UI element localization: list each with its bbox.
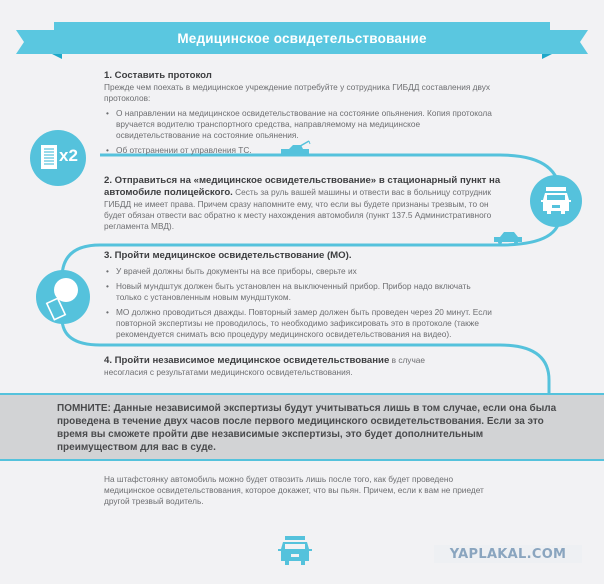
police-car-icon [276, 536, 314, 566]
list-item: • Новый мундштук должен быть установлен на выключенный прибор. Прибор надо включать только с установленным новым мундштуком. [116, 281, 496, 303]
step-4-title: 4. Пройти независимое медицинское освидетельствование [104, 355, 390, 366]
list-item: • О направлении на медицинское освидетельствование на состояние опьянения. Копия протокола вручается водителю транспортного средства, направляемому на медицинское освидетельствование на состояние опьянения. [116, 108, 496, 141]
police-car-icon [540, 187, 572, 215]
watermark: YAPLAKAL.COM [434, 545, 582, 563]
step-1 [104, 70, 524, 160]
banner-flap-right [544, 30, 588, 54]
step-3-title: 3. Пройти медицинское освидетельствование (МО). [104, 250, 352, 261]
breathalyzer-icon [36, 270, 90, 324]
step-3-icon-circle [36, 270, 90, 324]
step-1-bullets [104, 108, 524, 156]
step-2-body: Сесть за руль вашей машины и отвести вас в больницу сотрудник ГИБДД не имеет права. Причем сразу напомните ему, что если вы будете признаны трезвым, то он будет обязан отвести вас обратно к месту нахождения автомобиля (пункт 137.5 Административного регламента МВД). [104, 187, 492, 231]
step-4-body: в случае несогласия с результатами медицинского освидетельствования. [104, 355, 426, 377]
page-title: Медицинское освидетельствование [54, 22, 550, 54]
x2-label: x2 [59, 146, 78, 165]
step-1-title: 1. Составить протокол [104, 70, 212, 81]
step-1-icon-circle [30, 130, 86, 186]
tow-truck-icon [279, 140, 313, 156]
car-icon [493, 230, 523, 244]
banner-fold-right [542, 54, 552, 59]
banner-fold-left [52, 54, 62, 59]
step-4 [104, 355, 464, 378]
step-3 [104, 250, 534, 344]
step-2-icon-circle [530, 175, 582, 227]
footer-text: На штафстоянку автомобиль можно будет отвозить лишь после того, как будет проведено медицинское освидетельствования, которое докажет, что вы пьян. Причем, если к вам не приедет другой трезвый водитель. [104, 474, 484, 506]
list-item: • Об отстранении от управления ТС. [116, 145, 524, 156]
step-3-bullets [104, 266, 534, 340]
note-text: ПОМНИТЕ: Данные независимой экспертизы будут учитываться лишь в том случае, если она была проведена в течение двух часов после первого медицинского освидетельствования. Если за это время вы сможете пройти две независимые экспертизы, это будет дополнительным преимуществом для вас в суде. [57, 403, 557, 453]
list-item: • У врачей должны быть документы на все приборы, сверьте их [116, 266, 534, 277]
step-2 [104, 175, 504, 232]
step-2-title: 2. Отправиться на «медицинское освидетельствование» в стационарный пункт на автомобиле полицейского. [104, 175, 501, 198]
document-icon [41, 145, 57, 169]
step-1-intro: Прежде чем поехать в медицинское учреждение потребуйте у сотрудника ГИБДД составления двух протоколов: [104, 82, 491, 103]
title-banner [16, 22, 588, 58]
list-item: • МО должно проводиться дважды. Повторный замер должен быть проведен через 20 минут. Если повторной экспертизы не проводилось, то необходимо зафиксировать это в протоколе (также рекомендуется снимать всю процедуру медицинского освидетельствования на видео). [116, 307, 534, 340]
